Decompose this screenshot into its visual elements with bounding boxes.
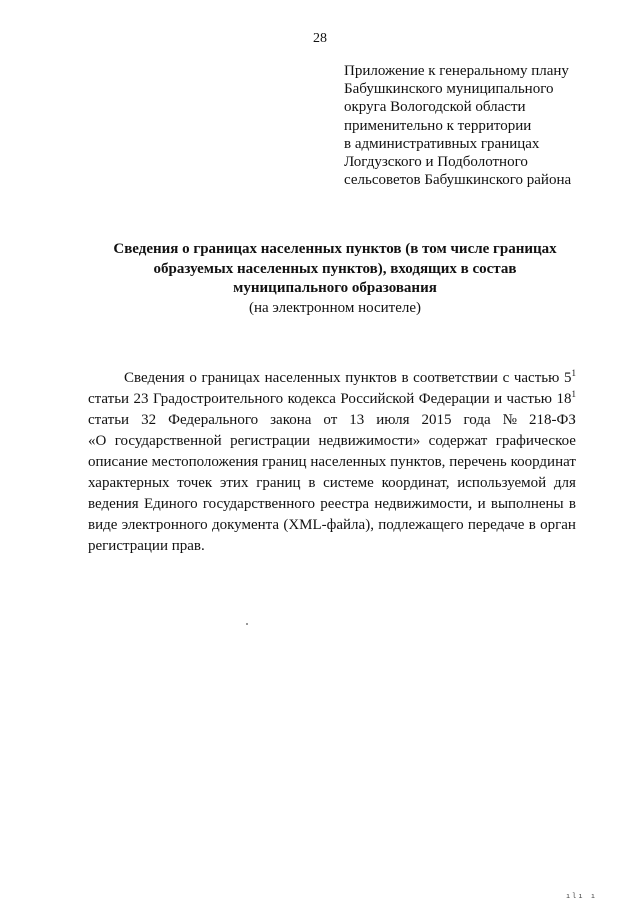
word: этих <box>219 475 249 491</box>
word: Градостроительного <box>153 391 284 407</box>
page-number: 28 <box>313 31 327 46</box>
word: государственного <box>202 496 316 512</box>
appendix-line: в административных границах <box>344 135 540 152</box>
word: границ <box>262 454 307 470</box>
word: в <box>401 370 409 386</box>
word: года <box>463 412 491 428</box>
appendix-line: Логдузского и Подболотного <box>344 154 528 171</box>
word: орган <box>540 517 576 533</box>
word: местоположения <box>151 454 259 470</box>
word: частью <box>513 370 560 386</box>
word: от <box>323 412 338 428</box>
word: передаче <box>467 517 525 533</box>
word: содержат <box>428 433 488 449</box>
scan-footer-marks: ılı ı <box>566 892 598 900</box>
word: перечень <box>449 454 507 470</box>
word: описание <box>88 454 148 470</box>
body-paragraph <box>88 368 576 557</box>
word: Федерации <box>418 391 490 407</box>
word: 23 <box>133 391 149 407</box>
word: (XML-файла), <box>283 517 374 533</box>
word: виде <box>88 517 118 533</box>
word: используемой <box>457 475 547 491</box>
word: реестра <box>320 496 370 512</box>
word: кодекса <box>287 391 336 407</box>
body-line-last: регистрации прав. <box>88 538 205 554</box>
word: $5^1$ <box>563 368 576 386</box>
word: населенных <box>310 454 387 470</box>
word: недвижимости, <box>374 496 473 512</box>
appendix-block <box>344 62 634 189</box>
body-line <box>88 452 576 473</box>
word: пунктов, <box>390 454 446 470</box>
body-line <box>88 410 576 431</box>
word: частью <box>506 391 553 407</box>
word: координат <box>510 454 576 470</box>
word: подлежащего <box>378 517 464 533</box>
word: пунктов <box>345 370 397 386</box>
word: для <box>553 475 576 491</box>
word: с <box>502 370 510 386</box>
appendix-line: Бабушкинского муниципального <box>344 81 554 98</box>
word: 2015 <box>421 412 452 428</box>
word: границах <box>201 370 261 386</box>
word: $18^1$ <box>556 389 576 407</box>
word: ведения <box>88 496 139 512</box>
word: статьи <box>88 391 130 407</box>
word: № <box>502 412 517 428</box>
superscript: 1 <box>571 389 576 399</box>
heading-line: муниципального образования <box>233 280 437 296</box>
word: соответствии <box>413 370 498 386</box>
body-line <box>88 368 576 389</box>
word: в <box>568 496 576 512</box>
word: закона <box>270 412 312 428</box>
appendix-line: округа Вологодской области <box>344 99 526 116</box>
body-line <box>88 473 576 494</box>
word: «О <box>88 433 107 449</box>
word: статьи <box>88 412 130 428</box>
word: июля <box>376 412 410 428</box>
word: 32 <box>141 412 157 428</box>
word: о <box>189 370 197 386</box>
word: выполнены <box>490 496 564 512</box>
word: Единого <box>143 496 198 512</box>
heading-line: Сведения о границах населенных пунктов (в том числе границах <box>113 241 557 257</box>
word: границ <box>256 475 301 491</box>
body-line <box>88 431 576 452</box>
word: государственной <box>114 433 222 449</box>
word: документа <box>211 517 280 533</box>
word: Сведения <box>124 370 185 386</box>
word: точек <box>177 475 213 491</box>
word: в <box>528 517 536 533</box>
word: и <box>494 391 503 407</box>
appendix-line: Приложение к генеральному плану <box>344 63 569 79</box>
word: 218-ФЗ <box>528 412 576 428</box>
appendix-line: сельсоветов Бабушкинского района <box>344 172 572 189</box>
superscript: 1 <box>571 368 576 378</box>
word: в <box>308 475 316 491</box>
heading-subtitle: (на электронном носителе) <box>248 299 422 316</box>
word: 13 <box>349 412 365 428</box>
body-line <box>88 389 576 410</box>
word: Федерального <box>168 412 259 428</box>
word: населенных <box>264 370 341 386</box>
heading-line: образуемых населенных пунктов), входящих в состав <box>153 260 517 277</box>
appendix-line: применительно к территории <box>344 117 532 134</box>
word: Российской <box>340 391 415 407</box>
word: системе <box>323 475 374 491</box>
word: графическое <box>495 433 576 449</box>
word: и <box>477 496 486 512</box>
word: регистрации <box>230 433 311 449</box>
document-heading <box>60 240 610 318</box>
scan-speck <box>246 623 248 625</box>
word: электронного <box>121 517 208 533</box>
word: координат, <box>381 475 450 491</box>
body-line <box>88 494 576 515</box>
body-line <box>88 515 576 536</box>
word: недвижимости» <box>318 433 421 449</box>
word: характерных <box>88 475 170 491</box>
